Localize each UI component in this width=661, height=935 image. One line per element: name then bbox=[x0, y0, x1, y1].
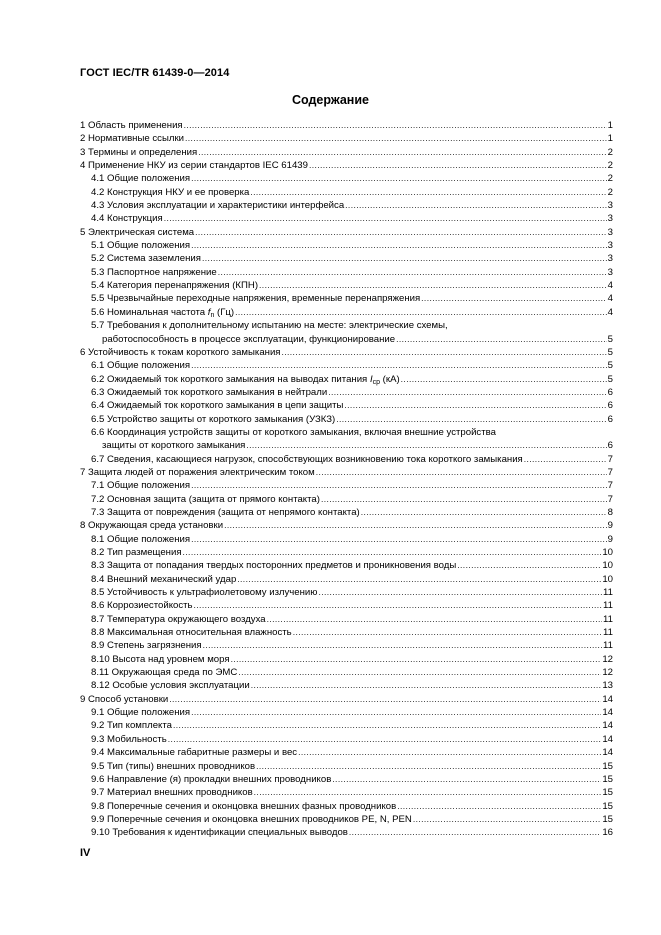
toc-entry[interactable] bbox=[80, 199, 613, 212]
toc-page-number: 15 bbox=[602, 760, 613, 772]
toc-entry-text: 6.2 Ожидаемый ток короткого замыкания на выводах питания bbox=[91, 373, 368, 385]
toc-entry-title-line2: защиты от короткого замыкания bbox=[102, 440, 246, 452]
toc-entry-text: 7.2 Основная защита (защита от прямого контакта) bbox=[91, 493, 320, 505]
dot-leader bbox=[336, 413, 606, 426]
page-number: IV bbox=[80, 847, 91, 859]
toc-entry-text: 4.4 Конструкция bbox=[91, 213, 163, 225]
dot-leader bbox=[401, 373, 607, 386]
dot-leader bbox=[224, 519, 607, 532]
toc-entry[interactable] bbox=[80, 546, 613, 559]
toc-page-number: 16 bbox=[602, 827, 613, 839]
toc-entry-title bbox=[80, 466, 315, 479]
toc-entry-text: 8.7 Температура окружающего воздуха bbox=[91, 613, 266, 625]
toc-entry[interactable] bbox=[80, 800, 613, 813]
toc-entry[interactable] bbox=[80, 252, 613, 265]
toc-entry[interactable] bbox=[80, 706, 613, 719]
toc-entry-title bbox=[80, 693, 168, 706]
toc-entry-title bbox=[91, 359, 190, 372]
toc-entry-title-line2: работоспособность в процессе эксплуатации, функционирование bbox=[102, 333, 396, 345]
toc-entry-title bbox=[80, 159, 308, 172]
toc-entry-text: 9.8 Поперечные сечения и оконцовка внешних фазных проводников bbox=[91, 800, 397, 812]
dot-leader bbox=[293, 626, 602, 639]
toc-page-number: 14 bbox=[602, 693, 613, 705]
dot-leader bbox=[191, 533, 607, 546]
toc-entry-text: 3 Термины и определения bbox=[80, 146, 198, 158]
dot-leader bbox=[191, 239, 607, 252]
toc-entry-title bbox=[80, 132, 184, 145]
toc-entry[interactable] bbox=[80, 212, 613, 225]
toc-entry[interactable] bbox=[80, 573, 613, 586]
toc-entry[interactable] bbox=[80, 359, 613, 372]
toc-entry-title bbox=[91, 479, 190, 492]
dot-leader bbox=[256, 760, 601, 773]
dot-leader bbox=[185, 132, 607, 145]
toc-page-number: 15 bbox=[602, 813, 613, 825]
toc-entry-title bbox=[91, 679, 250, 692]
toc-page-number: 12 bbox=[602, 667, 613, 679]
dot-leader bbox=[198, 146, 606, 159]
toc-page-number: 7 bbox=[607, 466, 613, 478]
toc-entry-text: 9.3 Мобильность bbox=[91, 733, 167, 745]
toc-entry[interactable] bbox=[80, 306, 613, 319]
toc-entry[interactable] bbox=[80, 733, 613, 746]
toc-page-number: 9 bbox=[607, 520, 613, 532]
toc-entry-title bbox=[91, 666, 237, 679]
document-header: ГОСТ IEC/TR 61439-0—2014 bbox=[80, 67, 230, 79]
toc-entry-title bbox=[80, 226, 194, 239]
toc-entry-text: 8.3 Защита от попадания твердых посторонних предметов и проникновения воды bbox=[91, 560, 457, 572]
toc-entry[interactable] bbox=[80, 119, 613, 132]
toc-entry-title bbox=[91, 733, 167, 746]
dot-leader bbox=[191, 706, 601, 719]
toc-entry[interactable] bbox=[80, 373, 613, 386]
dot-leader bbox=[413, 813, 602, 826]
dot-leader bbox=[191, 172, 607, 185]
toc-entry-text: 6.5 Устройство защиты от короткого замыкания (УЗКЗ) bbox=[91, 413, 336, 425]
dot-leader bbox=[321, 493, 607, 506]
toc-entry[interactable] bbox=[80, 746, 613, 759]
toc-entry-title: 5.7 Требования к дополнительному испытанию на месте: электрические схемы, bbox=[91, 320, 448, 332]
toc-entry[interactable] bbox=[80, 413, 613, 426]
toc-entry-continuation[interactable] bbox=[80, 439, 613, 452]
toc-entry-text: 8.6 Коррозиестойкость bbox=[91, 600, 193, 612]
symbol: I bbox=[369, 373, 373, 385]
toc-entry[interactable] bbox=[80, 479, 613, 492]
dot-leader bbox=[238, 666, 601, 679]
dot-leader bbox=[397, 800, 601, 813]
toc-entry[interactable] bbox=[80, 239, 613, 252]
toc-entry-text: 7.1 Общие положения bbox=[91, 480, 191, 492]
toc-entry-title bbox=[91, 373, 400, 386]
toc-entry-title bbox=[91, 506, 360, 519]
toc-page-number: 10 bbox=[602, 573, 613, 585]
toc-entry-title bbox=[91, 172, 190, 185]
toc-entry-title bbox=[80, 119, 183, 132]
toc-entry-title bbox=[91, 292, 420, 305]
toc-entry[interactable] bbox=[80, 132, 613, 145]
dot-leader bbox=[237, 573, 601, 586]
toc-entry[interactable] bbox=[80, 172, 613, 185]
dot-leader bbox=[194, 599, 603, 612]
toc-entry-text: 8.2 Тип размещения bbox=[91, 547, 182, 558]
toc-page-number: 2 bbox=[607, 160, 613, 172]
toc-entry[interactable] bbox=[80, 386, 613, 399]
toc-entry-title bbox=[91, 279, 258, 292]
dot-leader bbox=[195, 226, 607, 239]
toc-entry-title bbox=[91, 706, 190, 719]
toc-page-number: 12 bbox=[602, 653, 613, 665]
toc-entry-text: 8.12 Особые условия эксплуатации bbox=[91, 680, 250, 692]
dot-leader bbox=[349, 826, 601, 839]
toc-page-number: 3 bbox=[607, 253, 613, 265]
page-title: Содержание bbox=[291, 93, 369, 107]
toc-entry-title bbox=[91, 639, 202, 652]
toc-entry[interactable] bbox=[80, 653, 613, 666]
dot-leader bbox=[298, 746, 601, 759]
toc-entry-title bbox=[91, 546, 182, 559]
dot-leader bbox=[235, 306, 607, 319]
toc-entry-text: 4 Применение НКУ из серии стандартов IEC 61439 bbox=[80, 160, 308, 172]
toc-page-number: 15 bbox=[602, 800, 613, 812]
toc-entry-title bbox=[91, 212, 163, 225]
toc-entry-title bbox=[91, 306, 234, 319]
toc-entry[interactable] bbox=[80, 399, 613, 412]
toc-entry-continuation[interactable] bbox=[80, 333, 613, 346]
toc-page-number: 10 bbox=[602, 547, 613, 558]
toc-entry-text: 9.2 Тип комплекта bbox=[91, 720, 172, 732]
toc-page-number: 5 bbox=[607, 360, 613, 372]
symbol-subscript: cp bbox=[372, 378, 381, 386]
toc-page-number: 3 bbox=[607, 266, 613, 278]
dot-leader bbox=[246, 439, 606, 452]
toc-entry-title bbox=[91, 599, 193, 612]
toc-entry-text: 5 Электрическая система bbox=[80, 226, 195, 238]
dot-leader bbox=[361, 506, 607, 519]
toc-entry[interactable] bbox=[80, 639, 613, 652]
dot-leader bbox=[250, 186, 606, 199]
toc-entry[interactable] bbox=[80, 506, 613, 519]
toc-page-number: 6 bbox=[607, 440, 613, 452]
toc-entry-text: 1 Область применения bbox=[80, 120, 183, 131]
toc-entry[interactable] bbox=[80, 679, 613, 692]
toc-page-number: 6 bbox=[607, 413, 613, 425]
toc-page-number: 14 bbox=[602, 733, 613, 745]
toc-page-number: 11 bbox=[603, 640, 613, 652]
toc-page-number: 10 bbox=[602, 560, 613, 572]
toc-page-number: 4 bbox=[607, 306, 613, 318]
dot-leader bbox=[524, 453, 607, 466]
toc-page-number: 4 bbox=[607, 293, 613, 305]
dot-leader bbox=[457, 559, 601, 572]
dot-leader bbox=[218, 266, 607, 279]
toc-entry[interactable] bbox=[80, 773, 613, 786]
dot-leader bbox=[203, 639, 602, 652]
toc-page-number: 14 bbox=[602, 747, 613, 759]
toc-page-number: 3 bbox=[607, 240, 613, 252]
toc-entry[interactable] bbox=[80, 226, 613, 239]
toc-entry[interactable] bbox=[80, 533, 613, 546]
toc-entry-title bbox=[91, 653, 230, 666]
toc-entry-text: 8.10 Высота над уровнем моря bbox=[91, 653, 230, 665]
symbol-subscript: n bbox=[210, 311, 215, 319]
toc-page-number: 15 bbox=[602, 787, 613, 799]
toc-entry-text: 9.4 Максимальные габаритные размеры и вес bbox=[91, 747, 298, 759]
dot-leader bbox=[231, 653, 602, 666]
toc-entry-title bbox=[91, 746, 297, 759]
toc-entry[interactable] bbox=[80, 693, 613, 706]
symbol: f bbox=[207, 306, 211, 318]
dot-leader bbox=[421, 292, 606, 305]
dot-leader bbox=[254, 786, 602, 799]
toc-entry-text: 9.7 Материал внешних проводников bbox=[91, 787, 253, 799]
dot-leader bbox=[267, 613, 602, 626]
toc-page-number: 2 bbox=[607, 186, 613, 198]
dot-leader bbox=[309, 159, 607, 172]
toc-page-number: 14 bbox=[602, 720, 613, 732]
toc-entry-text: 8.8 Максимальная относительная влажность bbox=[91, 627, 292, 639]
toc-entry-title bbox=[91, 493, 320, 506]
toc-entry-title bbox=[91, 773, 331, 786]
toc-entry[interactable] bbox=[80, 599, 613, 612]
toc-entry-text: 4.3 Условия эксплуатации и характеристики интерфейса bbox=[91, 200, 345, 212]
toc-entry-title bbox=[91, 239, 190, 252]
toc-entry-title bbox=[91, 626, 292, 639]
table-of-contents bbox=[80, 119, 613, 840]
dot-leader bbox=[169, 693, 601, 706]
unit-label: (Гц) bbox=[214, 306, 235, 318]
toc-entry-text: 5.1 Общие положения bbox=[91, 240, 191, 252]
toc-entry[interactable] bbox=[80, 493, 613, 506]
toc-entry-title bbox=[91, 613, 266, 626]
toc-entry-text: 8.9 Степень загрязнения bbox=[91, 640, 202, 652]
toc-entry-title bbox=[91, 413, 335, 426]
toc-entry[interactable] bbox=[80, 186, 613, 199]
toc-entry-title bbox=[80, 346, 281, 359]
toc-entry-text: 6 Устойчивость к токам короткого замыкания bbox=[80, 346, 281, 358]
toc-entry[interactable] bbox=[80, 466, 613, 479]
toc-page-number: 8 bbox=[607, 506, 613, 518]
toc-entry-title bbox=[91, 573, 236, 586]
toc-entry[interactable] bbox=[80, 266, 613, 279]
dot-leader bbox=[396, 333, 607, 346]
toc-entry-text: 9.1 Общие положения bbox=[91, 707, 191, 719]
toc-page-number: 5 bbox=[607, 346, 613, 358]
toc-entry[interactable] bbox=[80, 292, 613, 305]
toc-entry-text: 8.1 Общие положения bbox=[91, 533, 191, 545]
toc-page-number: 9 bbox=[607, 533, 613, 545]
toc-entry-title bbox=[80, 519, 223, 532]
toc-page-number: 6 bbox=[607, 386, 613, 398]
toc-entry-title bbox=[91, 386, 327, 399]
toc-entry[interactable] bbox=[80, 613, 613, 626]
dot-leader bbox=[164, 212, 607, 225]
toc-entry-text: 6.4 Ожидаемый ток короткого замыкания в цепи защиты bbox=[91, 400, 344, 412]
dot-leader bbox=[282, 346, 607, 359]
toc-entry-text: 5.5 Чрезвычайные переходные напряжения, временные перенапряжения bbox=[91, 293, 421, 305]
dot-leader bbox=[202, 252, 607, 265]
toc-page-number: 11 bbox=[603, 587, 613, 599]
toc-entry[interactable] bbox=[80, 760, 613, 773]
toc-entry-text: 9 Способ установки bbox=[80, 693, 169, 705]
toc-entry-text: 6.1 Общие положения bbox=[91, 360, 191, 372]
toc-page-number: 11 bbox=[603, 613, 613, 625]
toc-entry-text: 5.6 Номинальная частота bbox=[91, 306, 206, 318]
toc-page-number: 7 bbox=[607, 453, 613, 465]
dot-leader bbox=[183, 546, 602, 559]
toc-entry-title bbox=[91, 826, 348, 839]
toc-entry-text: 4.2 Конструкция НКУ и ее проверка bbox=[91, 186, 250, 198]
toc-entry-text: 4.1 Общие положения bbox=[91, 173, 191, 185]
toc-page-number: 7 bbox=[607, 493, 613, 505]
dot-leader bbox=[332, 773, 601, 786]
dot-leader bbox=[345, 199, 606, 212]
toc-entry-text: 2 Нормативные ссылки bbox=[80, 133, 185, 145]
toc-page-number: 3 bbox=[607, 226, 613, 238]
toc-page-number: 4 bbox=[607, 280, 613, 292]
toc-page-number: 7 bbox=[607, 480, 613, 492]
toc-entry[interactable] bbox=[80, 159, 613, 172]
toc-entry-title bbox=[80, 146, 197, 159]
toc-entry-title bbox=[91, 586, 317, 599]
toc-entry-title bbox=[91, 559, 456, 572]
toc-page-number: 3 bbox=[607, 200, 613, 212]
dot-leader bbox=[191, 479, 607, 492]
toc-page-number: 14 bbox=[602, 707, 613, 719]
dot-leader bbox=[318, 586, 602, 599]
toc-entry-title bbox=[91, 760, 255, 773]
toc-entry[interactable] bbox=[80, 519, 613, 532]
toc-entry-title bbox=[91, 800, 396, 813]
toc-page-number: 2 bbox=[607, 173, 613, 185]
toc-entry-title bbox=[91, 199, 344, 212]
toc-entry-text: 9.10 Требования к идентификации специальных выводов bbox=[91, 827, 348, 839]
toc-entry-text: 8.11 Окружающая среда по ЭМС bbox=[91, 667, 238, 679]
toc-entry[interactable] bbox=[80, 346, 613, 359]
toc-entry-text: 9.5 Тип (типы) внешних проводников bbox=[91, 760, 256, 772]
toc-entry-text: 6.3 Ожидаемый ток короткого замыкания в нейтрали bbox=[91, 386, 328, 398]
toc-entry[interactable] bbox=[80, 426, 613, 439]
toc-entry-title bbox=[91, 786, 253, 799]
toc-page-number: 2 bbox=[607, 146, 613, 158]
toc-entry-text: 7.3 Защита от повреждения (защита от непрямого контакта) bbox=[91, 506, 360, 518]
dot-leader bbox=[173, 719, 601, 732]
toc-entry[interactable] bbox=[80, 146, 613, 159]
toc-entry-title bbox=[91, 453, 523, 466]
dot-leader bbox=[251, 679, 602, 692]
toc-page-number: 13 bbox=[602, 680, 613, 692]
toc-entry-text: 5.4 Категория перенапряжения (КПН) bbox=[91, 280, 259, 292]
dot-leader bbox=[184, 119, 607, 132]
dot-leader bbox=[259, 279, 607, 292]
dot-leader bbox=[328, 386, 606, 399]
toc-entry-text: 7 Защита людей от поражения электрическим током bbox=[80, 466, 315, 478]
toc-entry[interactable] bbox=[80, 826, 613, 839]
toc-entry[interactable] bbox=[80, 719, 613, 732]
toc-entry[interactable] bbox=[80, 319, 613, 332]
toc-page-number: 5 bbox=[607, 333, 613, 345]
toc-page-number: 5 bbox=[607, 373, 613, 385]
toc-entry[interactable] bbox=[80, 626, 613, 639]
toc-page-number: 11 bbox=[603, 627, 613, 639]
toc-entry-text: 8 Окружающая среда установки bbox=[80, 520, 224, 532]
toc-entry[interactable] bbox=[80, 813, 613, 826]
toc-entry-title bbox=[91, 719, 172, 732]
toc-entry-text: 8.5 Устойчивость к ультрафиолетовому излучению bbox=[91, 587, 318, 599]
toc-entry[interactable] bbox=[80, 786, 613, 799]
toc-entry-title bbox=[91, 186, 249, 199]
toc-entry-text: 8.4 Внешний механический удар bbox=[91, 573, 237, 585]
toc-entry-text: 5.3 Паспортное напряжение bbox=[91, 266, 217, 278]
toc-entry[interactable] bbox=[80, 279, 613, 292]
dot-leader bbox=[191, 359, 607, 372]
toc-entry[interactable] bbox=[80, 559, 613, 572]
toc-entry-title bbox=[91, 252, 201, 265]
dot-leader bbox=[316, 466, 607, 479]
toc-page-number: 6 bbox=[607, 400, 613, 412]
toc-entry-title bbox=[91, 533, 190, 546]
toc-page-number: 1 bbox=[607, 133, 613, 145]
toc-entry-title: 6.6 Координация устройств защиты от короткого замыкания, включая внешние устройства bbox=[91, 426, 496, 438]
toc-entry[interactable] bbox=[80, 453, 613, 466]
toc-entry-title bbox=[91, 399, 343, 412]
toc-entry-text: 5.2 Система заземления bbox=[91, 253, 201, 265]
toc-entry[interactable] bbox=[80, 666, 613, 679]
toc-entry-text: 9.9 Поперечные сечения и оконцовка внешних проводников PE, N, PEN bbox=[91, 813, 412, 825]
toc-entry-text: 9.6 Направление (я) прокладки внешних проводников bbox=[91, 773, 332, 785]
toc-page-number: 1 bbox=[607, 120, 613, 131]
toc-entry[interactable] bbox=[80, 586, 613, 599]
toc-page-number: 3 bbox=[607, 213, 613, 225]
toc-entry-title bbox=[91, 266, 217, 279]
dot-leader bbox=[168, 733, 602, 746]
toc-page-number: 11 bbox=[603, 600, 613, 612]
toc-entry-text: 6.7 Сведения, касающиеся нагрузок, способствующих возникновению тока короткого замыкания bbox=[91, 453, 523, 465]
toc-entry-title bbox=[91, 813, 412, 826]
dot-leader bbox=[344, 399, 606, 412]
toc-page-number: 15 bbox=[602, 773, 613, 785]
unit-label: (кА) bbox=[380, 373, 400, 385]
